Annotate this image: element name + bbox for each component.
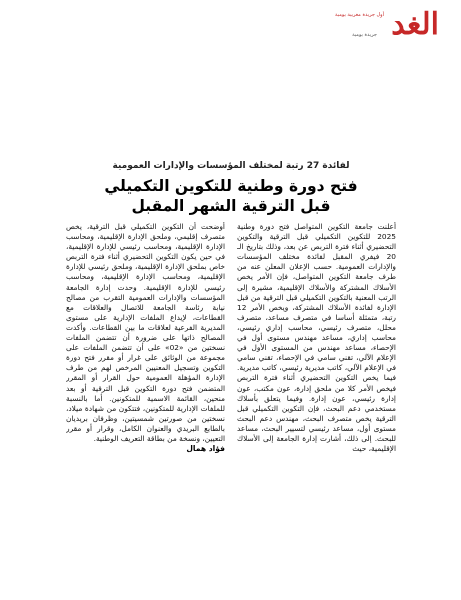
article-columns	[66, 222, 396, 592]
article-column-left	[66, 222, 225, 592]
headline-line-1: فتح دورة وطنية للتكوين التكميلي	[104, 177, 358, 195]
article-column-right	[237, 222, 396, 592]
article	[66, 160, 396, 592]
column-left-text: أوضحت أن التكوين التكميلي قبل الترقية، يخص متصرف إقليمي، وملحق الإدارة الإقليمية، ومحاسب الإدارة الإقليمية، ومحاسب رئيسي للإدارة الإقليمية، في حين يكون التكوين التحضيري أثناء فترة التربص خاص بملحق الإدارة الإقليمية، وملحق رئيسي للإدارة الإقليمية، ومحاسب الإدارة الإقليمية، ومحاسب رئيسي للإدارة الإقليمية. وحدت إدارة الجامعة المؤسسات والإدارات العمومية التقرب من مصالح نيابة رئاسة الجامعة للاتصال والعلاقات مع القطاعات، لإيداع الملفات الإدارية على مستوى المديرية الفرعية لعلاقات ما بين القطاعات. وأكدت المصالح ذاتها على ضرورة أن تتضمن الملفات نسختين من «02» على أن تتضمن الملفات على مجموعة من الوثائق على غرار أو مقرر فتح دورة التكوين وتسجيل المعنيين المرخص لهم من طرف الإدارة المؤهلة العمومية حول القرار أو المقرر المتضمن فتح دورة التكوين قبل الترقية أو بعد منحين، القائمة الاسمية للمتكونين. أما بالنسبة للملفات الإدارية للمتكونين، فتتكون من شهادة ميلاد، نسختين من صورتين شمسيتين، وظرفان بريديان بالطابع البريدي والعنوان الكامل، وقرار أو مقرر التعيين، ونسخة من بطاقة التعريف الوطنية.	[66, 222, 225, 443]
column-right-text: أعلنت جامعة التكوين المتواصل فتح دورة وطنية 2025 للتكوين التكميلي قبل الترقية والتكوين التحضيري أثناء فترة التربص عن بعد، وذلك بتاريخ الـ 20 فيفري المقبل لفائدة مختلف المؤسسات والإدارات العمومية. حسب الإعلان المعلن عنه من طرف جامعة التكوين المتواصل، فإن الأمر يخص الأسلاك المشتركة والأسلاك الإقليمية، مشيرة إلى الرتب المعنية بالتكوين التكميلي قبل الترقية من قبل الإدارة لفائدة الأسلاك المشتركة، ويخص الأمر 12 رتبة، متمثلة أساسا في متصرف مساعد، متصرف محلل، متصرف رئيسي، محاسب إداري رئيسي، محاسب إداري، مساعد مهندس مستوى أول في الإحصاء، مساعد مهندس من المستوى الأول في الإعلام الآلي، تقني سامي في الإحصاء، تقني سامي في الإعلام الآلي، كاتب مديرية رئيسي، كاتب مديرية. فيما يخص التكوين التحضيري أثناء فترة التربص فيخص الأمر كلا من ملحق إدارة، عون مكتب، عون إدارة رئيسي، عون إدارة. وفيما يتعلق بأسلاك مستخدمي دعم البحث، فإن التكوين التكميلي قبل الترقية يخص متصرف البحث، مهندس دعم البحث مستوى أول، مساعد رئيسي لتسيير البحث، مساعد للبحث. إلى ذلك، أشارت إدارة الجامعة إلى الأسلاك الإقليمية، حيث	[237, 222, 396, 454]
newspaper-masthead	[319, 8, 439, 50]
newspaper-logo: الغد	[391, 7, 439, 42]
article-byline: فؤاد همال	[186, 444, 225, 454]
article-headline	[66, 176, 396, 216]
masthead-small-text: أول جريدة مغربية يومية	[335, 12, 384, 18]
article-kicker: لفائدة 27 رتبة لمختلف المؤسسات والإدارات العمومية	[112, 161, 350, 171]
masthead-tagline: جريدة يومية	[352, 32, 377, 38]
headline-line-2: قبل الترقية الشهر المقبل	[131, 197, 331, 215]
